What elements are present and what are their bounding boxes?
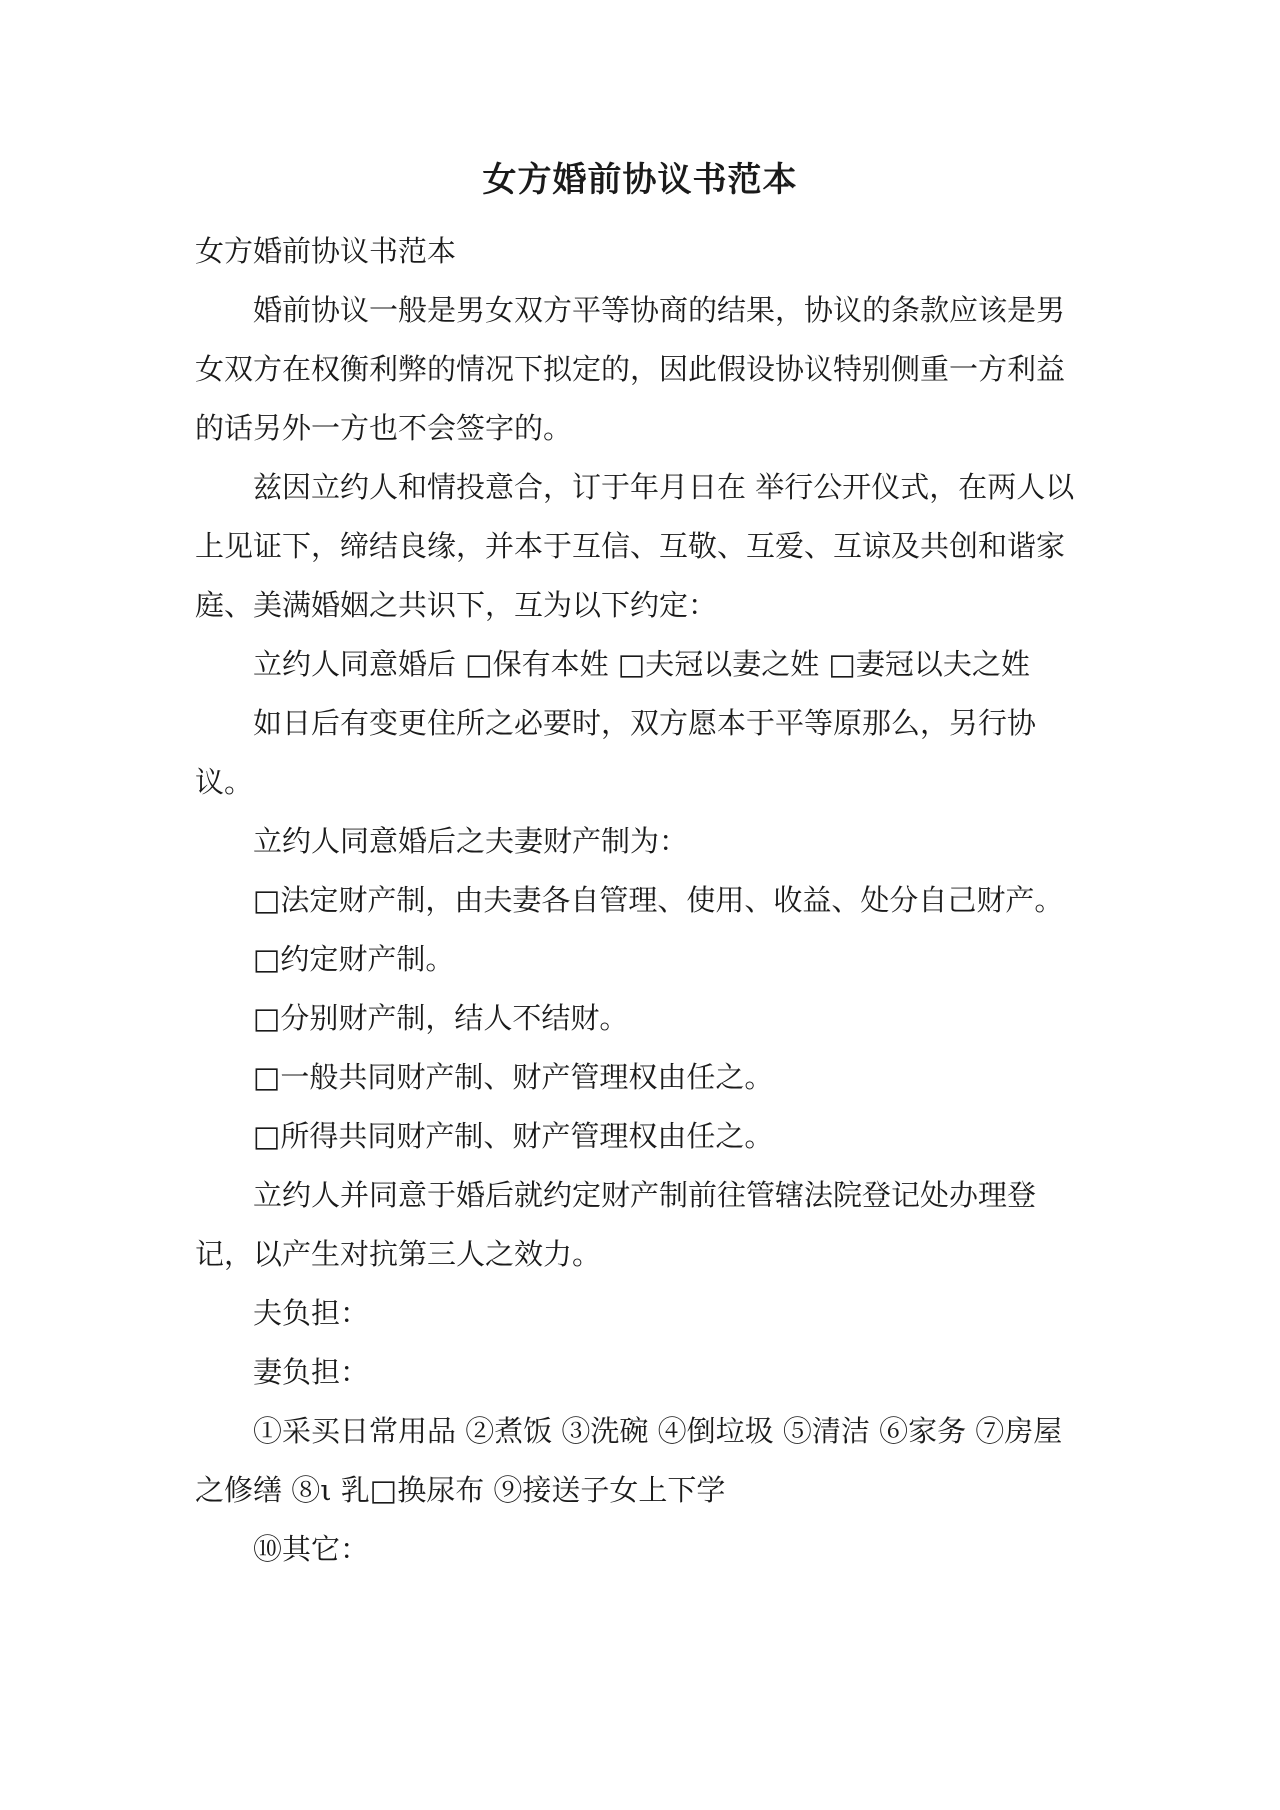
residence-paragraph: 如日后有变更住所之必要时，双方愿本于平等原那么，另行协议。 bbox=[195, 706, 1037, 799]
agreement-paragraph: 兹因立约人和情投意合，订于年月日在 举行公开仪式，在两人以上见证下，缔结良缘，并本于互信、互敬、互爱、互谅及共创和谐家庭、美满婚姻之共识下，互为以下约定： bbox=[195, 470, 1075, 622]
husband-duties-label: 夫负担： bbox=[253, 1296, 370, 1330]
subtitle-paragraph: 女方婚前协议书范本 bbox=[195, 234, 457, 268]
property-option-separate: □分别财产制，结人不结财。 bbox=[253, 1001, 629, 1035]
wife-duties-label: 妻负担： bbox=[253, 1355, 370, 1389]
property-option-income-common: □所得共同财产制、财产管理权由任之。 bbox=[253, 1119, 774, 1153]
other-duties-paragraph: ⑩其它： bbox=[253, 1532, 370, 1566]
document-title: 女方婚前协议书范本 bbox=[482, 160, 798, 200]
surname-options-paragraph: 立约人同意婚后 □保有本姓 □夫冠以妻之姓 □妻冠以夫之姓 bbox=[253, 647, 1030, 681]
property-option-general-common: □一般共同财产制、财产管理权由任之。 bbox=[253, 1060, 774, 1094]
document-body bbox=[195, 222, 1085, 1579]
duties-list-paragraph: ①采买日常用品 ②煮饭 ③洗碗 ④倒垃圾 ⑤清洁 ⑥家务 ⑦房屋之修缮 ⑧ι 乳□换尿布 ⑨接送子女上下学 bbox=[195, 1414, 1063, 1507]
intro-paragraph: 婚前协议一般是男女双方平等协商的结果，协议的条款应该是男女双方在权衡利弊的情况下拟定的，因此假设协议特别侧重一方利益的话另外一方也不会签字的。 bbox=[195, 293, 1066, 445]
registration-paragraph: 立约人并同意于婚后就约定财产制前往管辖法院登记处办理登记，以产生对抗第三人之效力。 bbox=[195, 1178, 1037, 1271]
property-option-agreed: □约定财产制。 bbox=[253, 942, 455, 976]
property-system-heading: 立约人同意婚后之夫妻财产制为： bbox=[253, 824, 689, 858]
property-option-statutory: □法定财产制，由夫妻各自管理、使用、收益、处分自己财产。 bbox=[253, 883, 1064, 917]
